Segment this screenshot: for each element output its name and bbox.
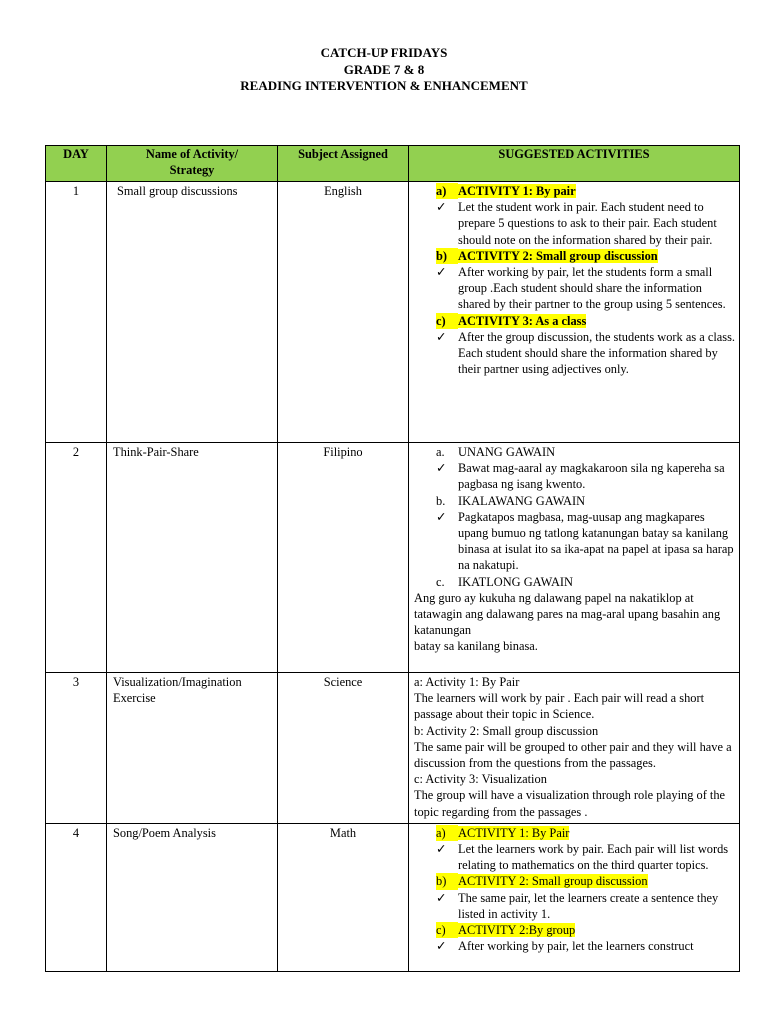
check-icon: ✓ (436, 509, 447, 524)
activity-cell: Visualization/Imagination Exercise (107, 673, 278, 824)
subject-cell: Filipino (278, 443, 409, 673)
check-icon: ✓ (436, 265, 447, 280)
table-row (46, 182, 740, 443)
header-day: DAY (46, 146, 107, 182)
table-row (46, 443, 740, 673)
suggested-cell (409, 443, 740, 673)
suggested-cell (409, 823, 740, 971)
table-header-row (46, 146, 740, 182)
list-item: a) ACTIVITY 1: By Pair (436, 825, 570, 840)
list-item: b. IKALAWANG GAWAIN (436, 493, 586, 508)
list-item: ✓ After the group discussion, the students work as a class. Each student should share the information shared by their partner using adjectives only. (436, 329, 736, 377)
day-cell: 4 (46, 823, 107, 971)
list-item: b) ACTIVITY 2: Small group discussion (436, 874, 648, 889)
check-icon: ✓ (436, 939, 447, 954)
activity-line: a: Activity 1: By Pair (414, 675, 520, 689)
list-item: a. UNANG GAWAIN (436, 445, 556, 459)
activity-cell: Song/Poem Analysis (107, 823, 278, 971)
activity-line: The group will have a visualization through role playing of the topic regarding from the passages . (414, 788, 726, 819)
list-item: a) ACTIVITY 1: By pair (436, 184, 576, 198)
list-item: b) ACTIVITY 2: Small group discussion (436, 248, 658, 263)
closing-text: Ang guro ay kukuha ng dalawang papel na nakatiklop at tatawagin ang dalawang pares na mag-aral upang basahin ang katanungan (414, 590, 721, 638)
header-grade: GRADE 7 & 8 (343, 61, 425, 77)
closing-text-2: batay sa kanilang binasa. (414, 639, 538, 654)
suggested-cell (409, 673, 740, 824)
list-item: c. IKATLONG GAWAIN (436, 574, 573, 589)
day-cell: 1 (46, 182, 107, 443)
check-icon: ✓ (436, 461, 447, 476)
list-item: ✓ Let the student work in pair. Each student need to prepare 5 questions to ask to their pair. Each student should note on the information shared by their pair. (436, 200, 717, 247)
header-subject: Subject Assigned (278, 146, 409, 182)
table-row (46, 823, 740, 971)
check-icon: ✓ (436, 890, 447, 905)
activity-cell: Small group discussions (107, 182, 278, 443)
activity-cell: Think-Pair-Share (107, 443, 278, 673)
header-title: CATCH-UP FRIDAYS (320, 45, 448, 60)
activity-line: The same pair will be grouped to other pair and they will have a discussion from the questions from the passages. (414, 739, 732, 771)
check-icon: ✓ (436, 842, 447, 857)
check-icon: ✓ (436, 200, 447, 215)
list-item: ✓ After working by pair, let the students form a small group .Each student should share the information shared by their partner to the group using 5 sentences. (436, 265, 726, 312)
activity-line: c: Activity 3: Visualization (414, 772, 547, 787)
list-item: ✓ After working by pair, let the learners construct (436, 939, 694, 954)
header-subtitle: READING INTERVENTION & ENHANCEMENT (240, 78, 528, 93)
activities-table (45, 145, 740, 972)
subject-cell: Science (278, 673, 409, 824)
day-cell: 2 (46, 443, 107, 673)
document-header (0, 45, 768, 95)
header-suggested: SUGGESTED ACTIVITIES (409, 146, 740, 182)
subject-cell: Math (278, 823, 409, 971)
activity-line: The learners will work by pair . Each pair will read a short passage about their topic in Science. (414, 691, 705, 722)
list-item: ✓ The same pair, let the learners create a sentence they listed in activity 1. (436, 890, 719, 921)
list-item: c) ACTIVITY 2:By group (436, 923, 576, 938)
day-cell: 3 (46, 673, 107, 824)
subject-cell: English (278, 182, 409, 443)
list-item: ✓ Pagkatapos magbasa, mag-uusap ang magkapares upang bumuo ng tatlong katanungan batay sa kanilang binasa at isulat ito sa ika-apat na papel at ipasa sa harap na nakatupi. (436, 509, 734, 573)
list-item: ✓ Let the learners work by pair. Each pair will list words relating to mathematics on the third quarter topics. (436, 842, 729, 873)
table-row (46, 673, 740, 824)
list-item: c) ACTIVITY 3: As a class (436, 313, 587, 328)
suggested-cell (409, 182, 740, 443)
header-activity: Name of Activity/ Strategy (107, 146, 278, 182)
list-item: ✓ Bawat mag-aaral ay magkakaroon sila ng kapereha sa pagbasa ng isang kwento. (436, 461, 725, 492)
activity-line: b: Activity 2: Small group discussion (414, 723, 599, 738)
check-icon: ✓ (436, 329, 447, 344)
